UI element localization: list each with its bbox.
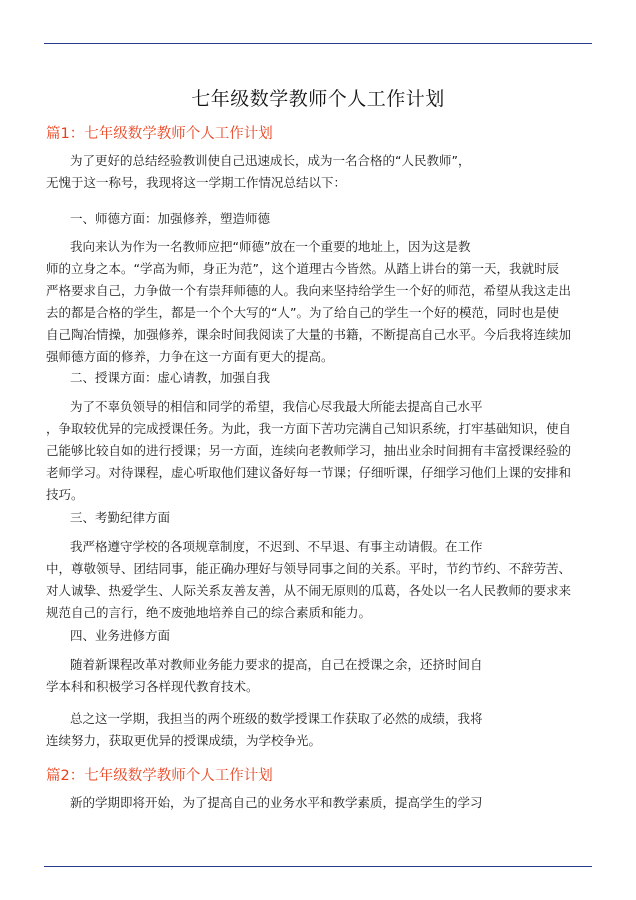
section-1-intro <box>46 150 590 194</box>
section-1-heading: 篇1：七年级数学教师个人工作计划 <box>46 126 273 142</box>
teaching-paragraph <box>46 396 590 506</box>
section-2-heading: 篇2：七年级数学教师个人工作计划 <box>46 768 273 784</box>
text-line: 我严格遵守学校的各项规章制度，不迟到、不早退、有事主动请假。在工作 <box>70 539 483 554</box>
text-line: ，争取较优异的完成授课任务。为此，我一方面下苦功完满自己知识系统，打牢基础知识，使自 <box>46 421 572 436</box>
subheading-teaching: 二、授课方面：虚心请教，加强自我 <box>70 370 271 385</box>
section-2-intro <box>46 792 590 814</box>
header-rule <box>44 43 592 44</box>
text-line: 为了不辜负领导的相信和同学的希望，我信心尽我最大所能去提高自己水平 <box>70 399 483 414</box>
text-line: 强师德方面的修养，力争在这一方面有更大的提高。 <box>46 349 334 364</box>
subheading-attendance: 三、考勤纪律方面 <box>70 510 171 525</box>
text-line: 中，尊敬领导、团结同事，能正确办理好与领导同事之间的关系。平时，节约节约、不辞劳苦、 <box>46 561 572 576</box>
footer-rule <box>44 866 592 867</box>
subheading-study: 四、业务进修方面 <box>70 628 171 643</box>
text-line: 我向来认为作为一名教师应把“师德”放在一个重要的地址上，因为这是教 <box>70 239 471 254</box>
text-line: 己能够比较自如的进行授课；另一方面，连续向老教师学习，抽出业余时间拥有丰富授课经验的 <box>46 443 572 458</box>
study-paragraph <box>46 654 590 698</box>
text-line: 技巧。 <box>46 487 84 502</box>
text-line: 为了更好的总结经验教训使自己迅速成长，成为一名合格的“人民教师”， <box>70 153 471 168</box>
text-line: 规范自己的言行，绝不废弛地培养自己的综合素质和能力。 <box>46 605 372 620</box>
text-line: 新的学期即将开始，为了提高自己的业务水平和教学素质，提高学生的学习 <box>70 795 483 810</box>
text-line: 师的立身之本。“学高为师，身正为范”，这个道理古今皆然。从踏上讲台的第一天，我就时辰 <box>46 261 559 276</box>
text-line: 无愧于这一称号，我现将这一学期工作情况总结以下： <box>46 175 347 190</box>
text-line: 对人诚挚、热爱学生、人际关系友善友善，从不闹无原则的瓜葛，各处以一名人民教师的要求来 <box>46 583 572 598</box>
text-line: 严格要求自己，力争做一个有崇拜师德的人。我向来坚持给学生一个好的师范，希望从我这走出 <box>46 283 572 298</box>
ethics-paragraph <box>46 236 590 368</box>
text-line: 老师学习。对待课程，虚心听取他们建议备好每一节课；仔细听课，仔细学习他们上课的安排和 <box>46 465 572 480</box>
subheading-ethics: 一、师德方面：加强修养，塑造师德 <box>70 211 271 226</box>
conclusion-paragraph <box>46 708 590 752</box>
attendance-paragraph <box>46 536 590 624</box>
text-line: 连续努力，获取更优异的授课成绩，为学校争光。 <box>46 733 322 748</box>
text-line: 去的都是合格的学生，都是一个个大写的“人”。为了给自己的学生一个好的模范，同时也是使 <box>46 305 559 320</box>
text-line: 随着新课程改革对教师业务能力要求的提高，自己在授课之余，还挤时间自 <box>70 657 483 672</box>
text-line: 学本科和积极学习各样现代教育技术。 <box>46 679 259 694</box>
document-title: 七年级数学教师个人工作计划 <box>191 88 445 110</box>
text-line: 总之这一学期，我担当的两个班级的数学授课工作获取了必然的成绩，我将 <box>70 711 483 726</box>
text-line: 自己陶冶情操，加强修养，课余时间我阅读了大量的书籍，不断提高自己水平。今后我将连续加 <box>46 327 572 342</box>
